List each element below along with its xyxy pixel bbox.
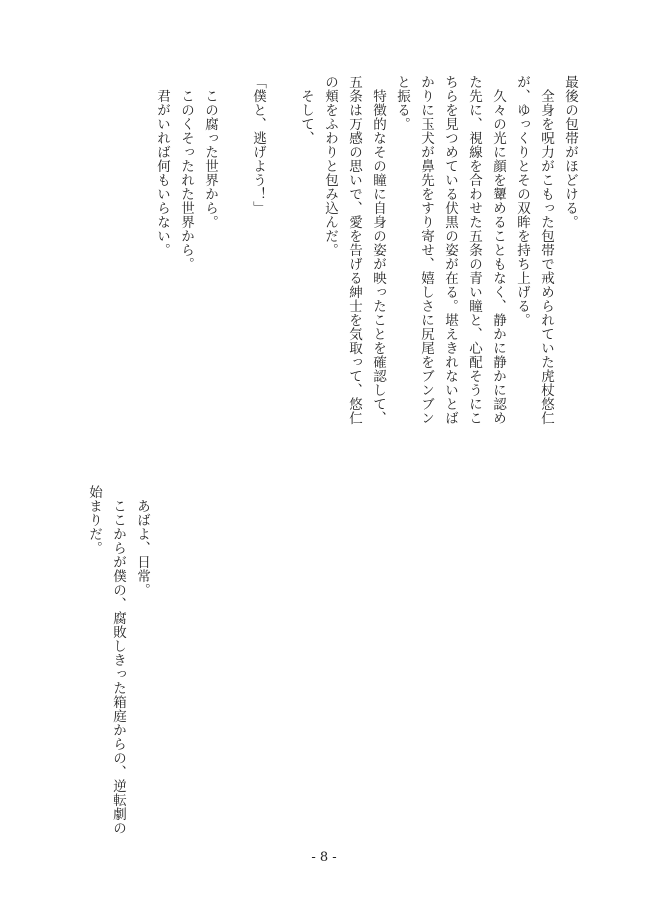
text-line: 君がいれば何もいらない。 xyxy=(154,75,170,257)
text-line: 久々の光に顔を顰めることもなく、静かに静かに認め xyxy=(490,75,506,425)
text-line: 特徴的なその瞳に自身の姿が映ったことを確認して、 xyxy=(370,75,386,425)
text-line: このくそったれた世界から。 xyxy=(178,75,194,271)
text-line: 最後の包帯がほどける。 xyxy=(562,75,578,229)
text-line: が、ゆっくりとその双眸を持ち上げる。 xyxy=(514,75,530,327)
main-text-block xyxy=(150,75,582,425)
text-line: の頬をふわりと包み込んだ。 xyxy=(322,75,338,257)
text-line: と振る。 xyxy=(394,75,410,131)
text-line: ちらを見つめている伏黒の姿が在る。堪えきれないとば xyxy=(442,75,458,425)
blank-line xyxy=(270,75,294,420)
text-line: た先に、視線を合わせた五条の青い瞳と、心配そうにこ xyxy=(466,75,482,425)
text-line: あばよ、日常。 xyxy=(134,485,150,597)
text-line: 全身を呪力がこもった包帯で戒められていた虎杖悠仁 xyxy=(538,75,554,425)
text-line: かりに玉犬が鼻先をすり寄せ、嬉しさに尻尾をブンブン xyxy=(418,75,434,425)
text-line: この腐った世界から。 xyxy=(202,75,218,229)
closing-text-block xyxy=(82,485,154,835)
page-number: - 8 - xyxy=(311,850,337,865)
dialogue-line: 「僕と、逃げよう！」 xyxy=(250,75,266,215)
text-line: そして、 xyxy=(298,75,314,145)
text-line: ここからが僕の、腐敗しきった箱庭からの、逆転劇の xyxy=(110,485,126,835)
text-line: 五条は万感の思いで、愛を告げる紳士を気取って、悠仁 xyxy=(346,75,362,425)
blank-line xyxy=(222,75,246,420)
text-line: 始まりだ。 xyxy=(86,485,102,555)
